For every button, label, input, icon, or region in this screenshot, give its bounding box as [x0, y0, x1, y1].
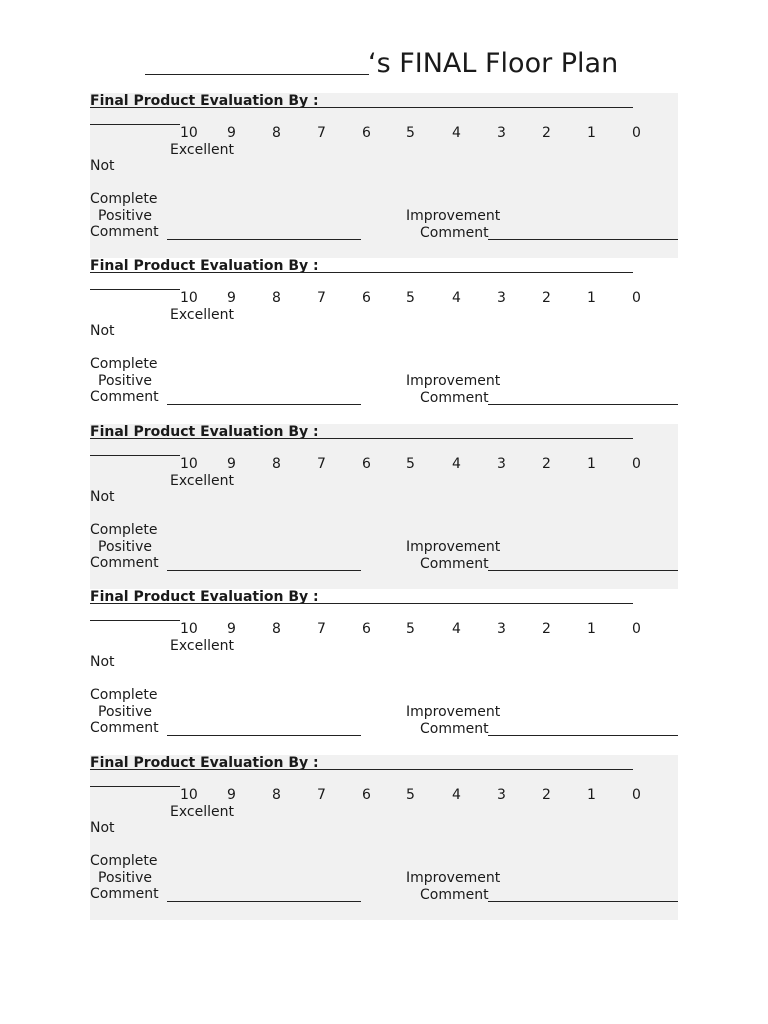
score-option[interactable]: 0 — [632, 125, 641, 141]
score-option[interactable]: 0 — [632, 787, 641, 803]
score-option[interactable]: 8 — [272, 787, 281, 803]
excellent-label: Excellent — [170, 307, 234, 323]
positive-comment-line[interactable] — [167, 404, 361, 405]
positive-comment-label — [90, 356, 159, 406]
score-option[interactable]: 4 — [452, 456, 461, 472]
positive-comment-label — [90, 191, 159, 241]
positive-comment-label-line: Positive — [98, 372, 152, 389]
improvement-comment-line[interactable] — [488, 735, 678, 736]
evaluator-name-line-continued[interactable] — [90, 289, 180, 290]
score-option[interactable]: 0 — [632, 290, 641, 306]
positive-comment-label-line: Comment — [90, 720, 159, 736]
score-option[interactable]: 2 — [542, 125, 551, 141]
positive-comment-label-line: Positive — [98, 703, 152, 720]
positive-comment-label-line: Comment — [90, 224, 159, 240]
improvement-comment-label — [406, 539, 500, 572]
evaluator-name-line-continued[interactable] — [90, 620, 180, 621]
score-option[interactable]: 2 — [542, 621, 551, 637]
improvement-comment-label-line: Improvement — [406, 539, 501, 555]
positive-comment-label — [90, 853, 159, 903]
score-option[interactable]: 10 — [180, 787, 198, 803]
positive-comment-label — [90, 522, 159, 572]
score-option[interactable]: 7 — [317, 787, 326, 803]
name-blank-line[interactable] — [145, 74, 369, 75]
evaluation-section — [90, 93, 678, 258]
positive-comment-label-line: Positive — [98, 538, 152, 555]
positive-comment-label-line: Positive — [98, 869, 152, 886]
score-option[interactable]: 4 — [452, 125, 461, 141]
evaluation-section — [90, 258, 678, 423]
improvement-comment-label — [406, 870, 500, 903]
score-option[interactable]: 5 — [406, 787, 415, 803]
improvement-comment-label-line: Improvement — [406, 208, 501, 224]
score-option[interactable]: 9 — [227, 787, 236, 803]
score-option[interactable]: 9 — [227, 621, 236, 637]
score-option[interactable]: 1 — [587, 290, 596, 306]
score-option[interactable]: 0 — [632, 621, 641, 637]
score-option[interactable]: 10 — [180, 456, 198, 472]
not-label: Not — [90, 820, 115, 836]
evaluator-name-line[interactable] — [90, 107, 633, 108]
score-option[interactable]: 6 — [362, 125, 371, 141]
positive-comment-label-line: Positive — [98, 207, 152, 224]
score-option[interactable]: 3 — [497, 456, 506, 472]
score-option[interactable]: 10 — [180, 621, 198, 637]
score-option[interactable]: 5 — [406, 290, 415, 306]
score-option[interactable]: 4 — [452, 621, 461, 637]
improvement-comment-label-line: Comment — [420, 389, 489, 406]
positive-comment-label-line: Complete — [90, 853, 158, 869]
score-option[interactable]: 3 — [497, 621, 506, 637]
score-option[interactable]: 8 — [272, 621, 281, 637]
evaluation-section — [90, 424, 678, 589]
score-option[interactable]: 10 — [180, 125, 198, 141]
score-option[interactable]: 4 — [452, 787, 461, 803]
positive-comment-label-line: Comment — [90, 886, 159, 902]
positive-comment-label-line: Comment — [90, 555, 159, 571]
score-option[interactable]: 1 — [587, 787, 596, 803]
excellent-label: Excellent — [170, 804, 234, 820]
score-option[interactable]: 9 — [227, 290, 236, 306]
not-label: Not — [90, 489, 115, 505]
score-option[interactable]: 1 — [587, 621, 596, 637]
score-option[interactable]: 6 — [362, 456, 371, 472]
improvement-comment-label-line: Comment — [420, 720, 489, 737]
score-option[interactable]: 4 — [452, 290, 461, 306]
positive-comment-label-line: Complete — [90, 687, 158, 703]
score-option[interactable]: 3 — [497, 787, 506, 803]
score-option[interactable]: 7 — [317, 456, 326, 472]
score-option[interactable]: 7 — [317, 125, 326, 141]
score-option[interactable]: 3 — [497, 290, 506, 306]
score-option[interactable]: 0 — [632, 456, 641, 472]
score-option[interactable]: 1 — [587, 125, 596, 141]
score-option[interactable]: 5 — [406, 621, 415, 637]
not-label: Not — [90, 654, 115, 670]
score-option[interactable]: 2 — [542, 787, 551, 803]
evaluator-name-line-continued[interactable] — [90, 455, 180, 456]
improvement-comment-label-line: Comment — [420, 555, 489, 572]
score-option[interactable]: 6 — [362, 290, 371, 306]
positive-comment-line[interactable] — [167, 735, 361, 736]
positive-comment-label-line: Complete — [90, 191, 158, 207]
evaluation-by-label: Final Product Evaluation By : — [90, 424, 319, 440]
evaluator-name-line[interactable] — [90, 272, 633, 273]
positive-comment-line[interactable] — [167, 901, 361, 902]
page-title: ‘s FINAL Floor Plan — [368, 48, 619, 79]
evaluation-by-label: Final Product Evaluation By : — [90, 755, 319, 771]
evaluator-name-line[interactable] — [90, 603, 633, 604]
excellent-label: Excellent — [170, 473, 234, 489]
improvement-comment-line[interactable] — [488, 901, 678, 902]
improvement-comment-label-line: Improvement — [406, 704, 501, 720]
positive-comment-label-line: Complete — [90, 356, 158, 372]
excellent-label: Excellent — [170, 638, 234, 654]
evaluation-by-label: Final Product Evaluation By : — [90, 93, 319, 109]
positive-comment-line[interactable] — [167, 570, 361, 571]
improvement-comment-label — [406, 373, 500, 406]
evaluation-by-label: Final Product Evaluation By : — [90, 589, 319, 605]
improvement-comment-label — [406, 704, 500, 737]
page-title-area — [0, 44, 768, 84]
not-label: Not — [90, 158, 115, 174]
positive-comment-label-line: Complete — [90, 522, 158, 538]
score-option[interactable]: 10 — [180, 290, 198, 306]
score-option[interactable]: 8 — [272, 290, 281, 306]
score-option[interactable]: 6 — [362, 787, 371, 803]
evaluator-name-line[interactable] — [90, 769, 633, 770]
evaluation-by-label: Final Product Evaluation By : — [90, 258, 319, 274]
improvement-comment-label-line: Improvement — [406, 373, 501, 389]
positive-comment-label — [90, 687, 159, 737]
improvement-comment-label-line: Comment — [420, 886, 489, 903]
score-option[interactable]: 2 — [542, 290, 551, 306]
improvement-comment-label — [406, 208, 500, 241]
not-label: Not — [90, 323, 115, 339]
positive-comment-line[interactable] — [167, 239, 361, 240]
score-option[interactable]: 5 — [406, 125, 415, 141]
improvement-comment-line[interactable] — [488, 239, 678, 240]
improvement-comment-line[interactable] — [488, 570, 678, 571]
score-option[interactable]: 3 — [497, 125, 506, 141]
improvement-comment-label-line: Improvement — [406, 870, 501, 886]
score-option[interactable]: 5 — [406, 456, 415, 472]
score-option[interactable]: 7 — [317, 621, 326, 637]
evaluator-name-line[interactable] — [90, 438, 633, 439]
score-option[interactable]: 6 — [362, 621, 371, 637]
improvement-comment-label-line: Comment — [420, 224, 489, 241]
evaluator-name-line-continued[interactable] — [90, 786, 180, 787]
evaluator-name-line-continued[interactable] — [90, 124, 180, 125]
score-option[interactable]: 8 — [272, 125, 281, 141]
score-option[interactable]: 9 — [227, 125, 236, 141]
excellent-label: Excellent — [170, 142, 234, 158]
score-option[interactable]: 8 — [272, 456, 281, 472]
score-option[interactable]: 2 — [542, 456, 551, 472]
score-option[interactable]: 7 — [317, 290, 326, 306]
evaluation-section — [90, 589, 678, 754]
improvement-comment-line[interactable] — [488, 404, 678, 405]
score-option[interactable]: 9 — [227, 456, 236, 472]
evaluation-section — [90, 755, 678, 920]
score-option[interactable]: 1 — [587, 456, 596, 472]
positive-comment-label-line: Comment — [90, 389, 159, 405]
